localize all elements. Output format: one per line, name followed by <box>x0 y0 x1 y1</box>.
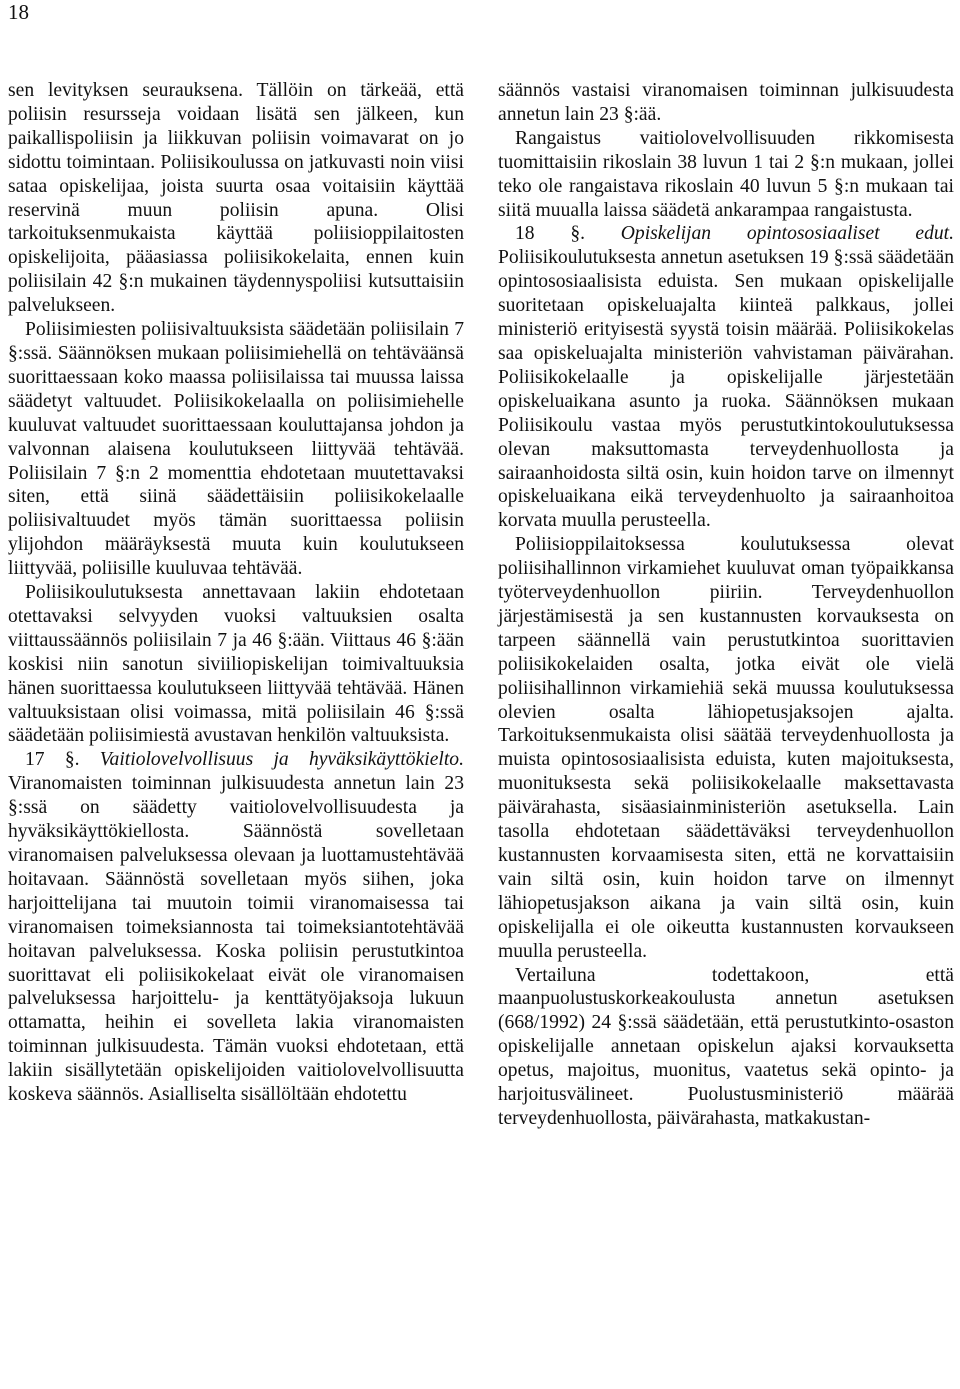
page-number: 18 <box>8 0 29 24</box>
section-18-paragraph <box>498 222 954 533</box>
paragraph: Poliisimiesten poliisivaltuuksista säädetään poliisilain 7 §:ssä. Säännöksen mukaan poliisimiehellä on tehtäväänsä suorittaessaan koko maassa poliisilaissa tai muussa laissa säädetyt valtuudet. Poliisikokelaalla on poliisimiehelle kuuluvat valtuudet suorittaessaan kouluttajansa johdon ja valvonnan alaisena koulutukseen liittyvää tehtävää. Poliisilain 7 §:n 2 momenttia ehdotetaan muutettavaksi siten, että siinä säädettäisiin poliisikokelaalle poliisivaltuudet myös tämän suorittaessa poliisin ylijohdon määräyksestä muuta kuin koulutukseen liittyvää, poliisille kuuluvaa tehtävää. <box>8 319 464 580</box>
section-text: Viranomaisten toiminnan julkisuudesta annetun lain 23 §:ssä on säädetty vaitiolovelvollisuudesta ja hyväksikäyttökiellosta. Säännöstä sovelletaan viranomaisen palveluksessa olevaan ja luottamustehtävää hoitavaan. Säännöstä sovelletaan myös siihen, joka harjoittelijana tai muutoin toimii viranomaisessa tai viranomaisen toimeksiannosta tai toimeksiantotehtävää hoitavan palveluksessa. Koska poliisin perustutkintoa suorittavat eli poliisikokelaat eivät ole viranomaisen palveluksessa harjoittelu- ja kenttätyöjaksoja lukuun ottamatta, heihin ei sovelleta lakia viranomaisten toiminnan julkisuudesta. Tämän vuoksi ehdotetaan, että lakiin sisällytetään opiskelijoiden vaitiolovelvollisuutta koskeva säännös. Asialliselta sisällöltään ehdotettu <box>8 773 464 1106</box>
section-title: Vaitiolovelvollisuus ja hyväksikäyttökielto. <box>99 749 464 771</box>
paragraph: sen levityksen seurauksena. Tällöin on tärkeää, että poliisin resursseja voidaan lisätä sen jälkeen, kun paikallispoliisin ja liikkuvan poliisin voimavarat on jo sidottu toimintaan. Poliisikoulussa on jatkuvasti noin viisi sataa opiskelijaa, joista suurta osaa voitaisiin käyttää reservinä muun poliisin apuna. Olisi tarkoituksenmukaista käyttää poliisioppilaitosten opiskelijoita, pääasiassa poliisikokelaita, ennen kuin poliisilain 42 §:n mukainen täydennyspoliisi kutsuttaisiin palvelukseen. <box>8 80 464 317</box>
section-text: Poliisikoulutuksesta annetun asetuksen 19 §:ssä säädetään opintososiaalisista eduista. Sen mukaan opiskelijalle suoritetaan opiskeluajalta kiinteä palkkaus, jollei ministeriö erityisestä syystä toisin määrää. Poliisikokelas saa opiskeluajalta ministeriön vahvistaman päivärahan. Poliisikokelaalle ja opiskelijalle järjestetään opiskeluaikana asunto ja ruoka. Säännöksen mukaan Poliisikoulu vastaa myös perustutkintokoulutuksessa olevan maksuttomasta terveydenhuollosta ja sairaanhoidosta siltä osin, kuin hoidon tarve on ilmennyt opiskeluaikana eikä terveydenhuolto ja sairaanhoitoa korvata muulla perusteella. <box>498 247 954 532</box>
paragraph: Poliisikoulutuksesta annettavaan lakiin ehdotetaan otettavaksi selvyyden vuoksi valtuuksien osalta viittaussäännös poliisilain 7 ja 46 §:ään. Viittaus 46 §:ään koskisi niin sanotun siviiliopiskelijan toimivaltuuksia hänen suorittaessa koulutukseen liittyvää tehtävää. Hänen valtuuksistaan olisi voimassa, mitä poliisilain 46 §:ssä säädetään poliisimiestä avustavan henkilön valtuuksista. <box>8 582 464 747</box>
section-number: 18 §. <box>515 223 586 245</box>
paragraph: Vertailuna todettakoon, että maanpuolustuskorkeakoulusta annetun asetuksen (668/1992) 24 §:ssä säädetään, että perustutkinto-osaston opiskelijalle annetaan opiskelun ajaksi korvauksetta opetus, majoitus, muonitus, vaatetus sekä opinto- ja harjoitusvälineet. Puolustusministeriö määrää terveydenhuollosta, päivärahasta, matkakustan- <box>498 964 954 1129</box>
left-column <box>8 79 464 1107</box>
paragraph: Poliisioppilaitoksessa koulutuksessa olevat poliisihallinnon virkamiehet kuuluvat oman työpaikkansa työterveydenhuollon piiriin. Terveydenhuollon järjestämisestä ja sen kustannusten korvauksesta on tarpeen säännellä vain perustutkintoa suorittavien poliisikokelaiden osalta, jotka eivät ole vielä poliisihallinnon virkamiehiä sekä muussa koulutuksessa olevien osalta lähiopetusjaksojen ajalta. Tarkoituksenmukaista olisi säätää terveydenhuollosta ja muista opintososiaalisista eduista, kuten majoituksesta, muonituksesta sekä poliisikokelaalle maksettavasta päivärahasta, sisäasiainministeriön asetuksella. Lain tasolla ehdotetaan säädettäväksi terveydenhuollon kustannusten korvaamisesta siten, että ne korvattaisiin vain siltä osin, kuin hoidon tarve on ilmennyt lähiopetusjakson aikana ja vain siltä osin, kuin opiskelijalla ei ole oikeutta kustannusten korvaukseen muulla perusteella. <box>498 534 954 962</box>
paragraph: säännös vastaisi viranomaisen toiminnan julkisuudesta annetun lain 23 §:ää. <box>498 80 954 125</box>
section-number: 17 §. <box>25 749 80 771</box>
section-17-paragraph <box>8 748 464 1107</box>
right-column <box>498 79 954 1131</box>
paragraph: Rangaistus vaitiolovelvollisuuden rikkomisesta tuomittaisiin rikoslain 38 luvun 1 tai 2 §:n mukaan, jollei teko ole rangaistava rikoslain 40 luvun 5 §:n mukaan tai siitä muualla laissa säädetä ankarampaa rangaistusta. <box>498 127 954 221</box>
section-title: Opiskelijan opintososiaaliset edut. <box>620 223 955 245</box>
